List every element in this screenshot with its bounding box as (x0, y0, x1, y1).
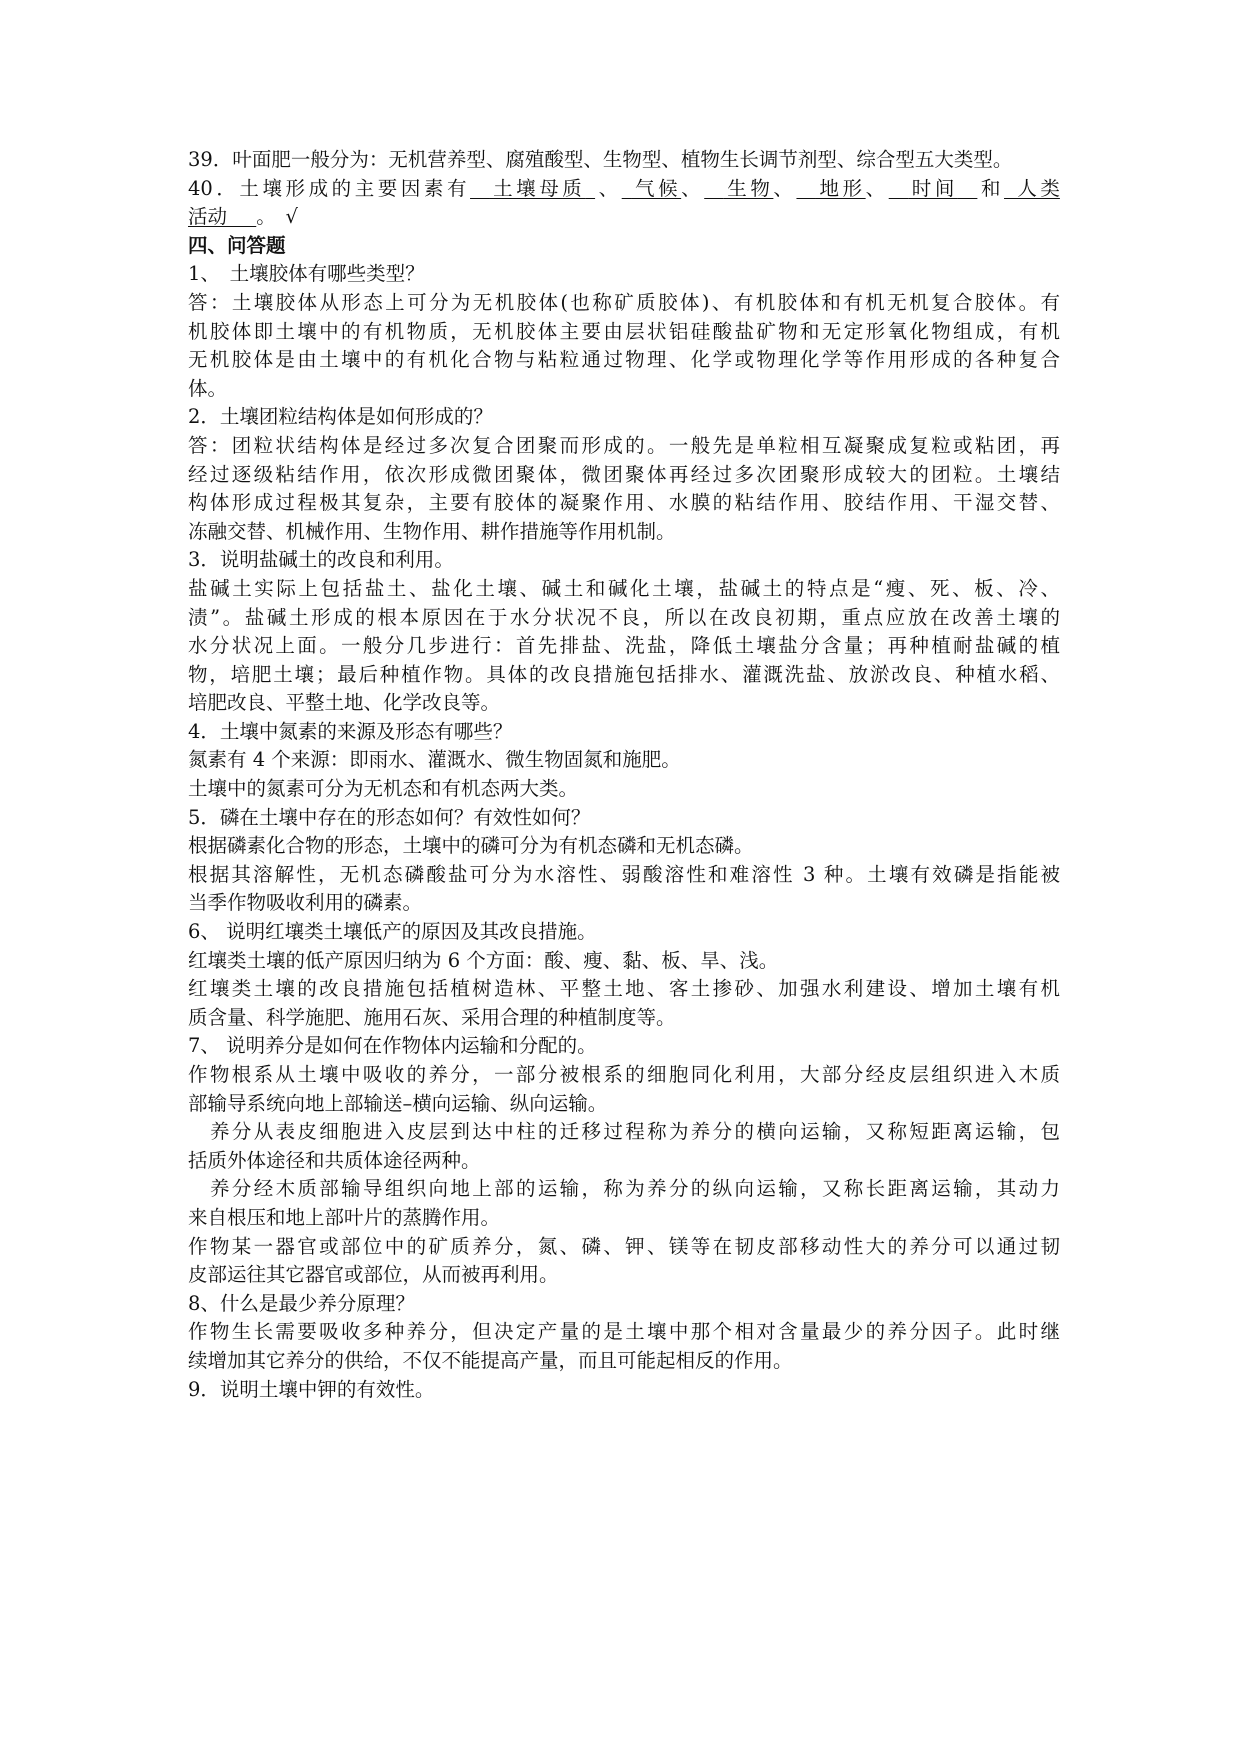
blank-human-activity-part1: 人类 (1004, 176, 1060, 200)
blank-biology: 生物 (723, 176, 774, 200)
blank-topography: 地形 (815, 176, 866, 200)
q7-answer-line: 来自根压和地上部叶片的蒸腾作用。 (188, 1205, 501, 1229)
q7-title: 7、 说明养分是如何在作物体内运输和分配的。 (188, 1034, 597, 1058)
q6-answer-line: 红壤类土壤的低产原因归纳为 6 个方面：酸、瘦、黏、板、旱、浅。 (188, 948, 779, 972)
q1-answer-line: 机胶体即土壤中的有机物质，无机胶体主要由层状铝硅酸盐矿物和无定形氧化物组成，有机 (188, 319, 1060, 343)
q2-answer-line: 答：团粒状结构体是经过多次复合团聚而形成的。一般先是单粒相互凝聚成复粒或粘团，再 (188, 433, 1060, 457)
q3-answer-line: 物，培肥土壤；最后种植作物。具体的改良措施包括排水、灌溉洗盐、放淤改良、种植水稻、 (188, 662, 1060, 686)
q2-title: 2．土壤团粒结构体是如何形成的？ (188, 405, 493, 429)
q5-answer-line: 当季作物吸收利用的磷素。 (188, 891, 423, 915)
q8-title: 8、什么是最少养分原理？ (188, 1291, 415, 1315)
q5-answer-line: 根据磷素化合物的形态，土壤中的磷可分为有机态磷和无机态磷。 (188, 834, 754, 858)
q6-answer-line: 质含量、科学施肥、施用石灰、采用合理的种植制度等。 (188, 1005, 676, 1029)
q3-answer-line: 盐碱土实际上包括盐土、盐化土壤、碱土和碱化土壤，盐碱土的特点是“瘦、死、板、冷、 (188, 576, 1060, 600)
blank-soil-parent-material: 土壤母质 (489, 176, 586, 200)
q7-answer-line: 作物某一器官或部位中的矿质养分，氮、磷、钾、镁等在韧皮部移动性大的养分可以通过韧 (188, 1234, 1060, 1258)
q9-title: 9．说明土壤中钾的有效性。 (188, 1377, 435, 1401)
blank-time: 时间 (908, 176, 958, 200)
q4-answer-line: 氮素有 4 个来源：即雨水、灌溉水、微生物固氮和施肥。 (188, 748, 681, 772)
q7-answer-line: 括质外体途径和共质体途径两种。 (188, 1148, 481, 1172)
q8-answer-line: 作物生长需要吸收多种养分，但决定产量的是土壤中那个相对含量最少的养分因子。此时继 (188, 1320, 1060, 1344)
q3-answer-line: 渍”。盐碱土形成的根本原因在于水分状况不良，所以在改良初期，重点应放在改善土壤的 (188, 605, 1060, 629)
q3-title: 3．说明盐碱土的改良和利用。 (188, 548, 454, 572)
q2-answer-line: 构体形成过程极其复杂，主要有胶体的凝聚作用、水膜的粘结作用、胶结作用、干湿交替、 (188, 491, 1060, 515)
q1-answer-line: 无机胶体是由土壤中的有机化合物与粘粒通过物理、化学或物理化学等作用形成的各种复合 (188, 348, 1060, 372)
check-mark: √ (285, 205, 298, 229)
q2-answer-line: 冻融交替、机械作用、生物作用、耕作措施等作用机制。 (188, 519, 676, 543)
document-page (188, 146, 1060, 1404)
q3-answer-line: 培肥改良、平整土地、化学改良等。 (188, 691, 501, 715)
blank-human-activity-part2: 活动 (188, 205, 257, 229)
q7-answer-line: 养分从表皮细胞进入皮层到达中柱的迁移过程称为养分的横向运输，又称短距离运输，包 (210, 1120, 1060, 1144)
q7-answer-line: 养分经木质部输导组织向地上部的运输，称为养分的纵向运输，又称长距离运输，其动力 (210, 1177, 1060, 1201)
q1-title: 1、 土壤胶体有哪些类型？ (188, 262, 425, 286)
q8-answer-line: 续增加其它养分的供给，不仅不能提高产量，而且可能起相反的作用。 (188, 1348, 793, 1372)
item-39: 39．叶面肥一般分为：无机营养型、腐殖酸型、生物型、植物生长调节剂型、综合型五大类型。 (188, 148, 1013, 171)
q5-title: 5．磷在土壤中存在的形态如何？有效性如何？ (188, 805, 591, 829)
q7-answer-line: 部输导系统向地上部输送–横向运输、纵向运输。 (188, 1091, 608, 1115)
q6-answer-line: 红壤类土壤的改良措施包括植树造林、平整土地、客土掺砂、加强水利建设、增加土壤有机 (188, 977, 1060, 1001)
section-title: 四、问答题 (188, 233, 286, 257)
q4-answer-line: 土壤中的氮素可分为无机态和有机态两大类。 (188, 777, 579, 801)
q2-answer-line: 经过逐级粘结作用，依次形成微团聚体，微团聚体再经过多次团聚形成较大的团粒。土壤结 (188, 462, 1060, 486)
q4-title: 4．土壤中氮素的来源及形态有哪些？ (188, 719, 513, 743)
q5-answer-line: 根据其溶解性，无机态磷酸盐可分为水溶性、弱酸溶性和难溶性 3 种。土壤有效磷是指能被 (188, 862, 1060, 886)
blank-climate: 气候 (631, 176, 682, 200)
q6-title: 6、 说明红壤类土壤低产的原因及其改良措施。 (188, 920, 597, 944)
item-40-lead: 40．土壤形成的主要因素有 (188, 176, 471, 200)
q3-answer-line: 水分状况上面。一般分几步进行：首先排盐、洗盐，降低土壤盐分含量；再种植耐盐碱的植 (188, 634, 1060, 658)
q7-answer-line: 作物根系从土壤中吸收的养分，一部分被根系的细胞同化利用，大部分经皮层组织进入木质 (188, 1063, 1060, 1086)
q7-answer-line: 皮部运往其它器官或部位，从而被再利用。 (188, 1263, 559, 1287)
q1-answer-line: 答：土壤胶体从形态上可分为无机胶体(也称矿质胶体)、有机胶体和有机无机复合胶体。有 (188, 290, 1060, 314)
item-40-line-1: 40．土壤形成的主要因素有 土壤母质 、 气候、 生物、 地形、 时间 和 人类 (188, 176, 1060, 200)
item-40-line-2: 活动 。 √ (188, 205, 298, 229)
q1-answer-line: 体。 (188, 376, 228, 400)
